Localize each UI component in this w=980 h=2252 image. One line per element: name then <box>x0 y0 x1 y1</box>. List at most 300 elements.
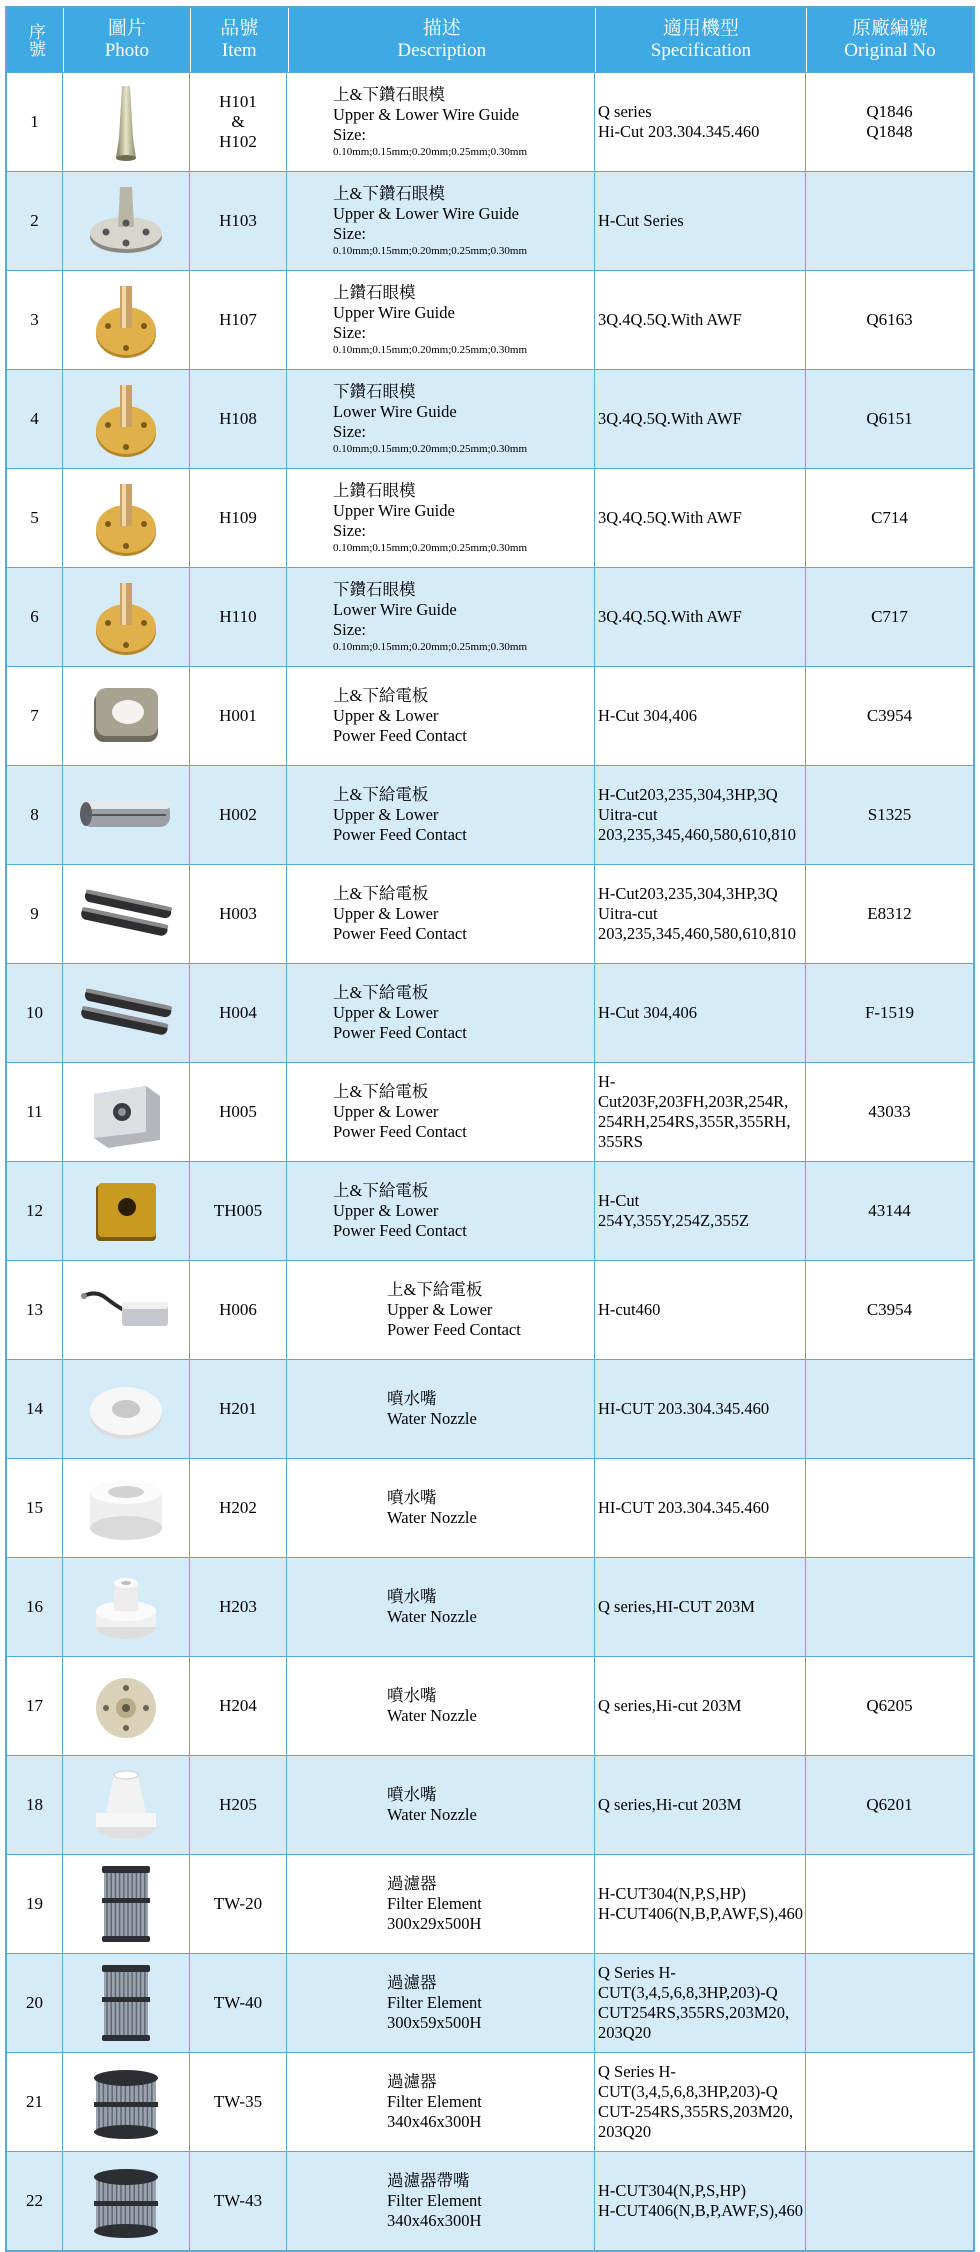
original-number: C3954 <box>866 1300 913 1319</box>
nozzle-ring-photo <box>76 1365 176 1453</box>
cell-no <box>7 766 63 864</box>
table-row <box>7 1161 973 1260</box>
specification-line: 203,235,345,460,580,610,810 <box>598 825 796 844</box>
table-row <box>7 2151 973 2250</box>
contact-bar-dark-photo <box>76 969 176 1057</box>
cell-item <box>190 469 287 567</box>
size-options: 0.10mm;0.15mm;0.20mm;0.25mm;0.30mm <box>333 344 528 356</box>
description-line: Power Feed Contact <box>333 1023 467 1042</box>
header-photo-en: Photo <box>104 40 150 61</box>
cell-no <box>7 1954 63 2052</box>
cell-item <box>190 865 287 963</box>
specification-line: Q series <box>598 102 652 121</box>
cell-no <box>7 1360 63 1458</box>
cell-description <box>287 469 595 567</box>
description-line: Upper & Lower <box>333 1102 439 1121</box>
original-number: S1325 <box>867 805 912 824</box>
cell-photo <box>63 1558 190 1656</box>
row-number: 9 <box>30 904 39 923</box>
header-spec-zh: 適用機型 <box>662 18 739 39</box>
size-options: 0.10mm;0.15mm;0.20mm;0.25mm;0.30mm <box>333 146 528 158</box>
wire-guide-nozzle-photo <box>76 78 176 166</box>
row-number: 8 <box>30 805 39 824</box>
description-line: 上&下鑽石眼模 <box>333 184 445 203</box>
filter-short-photo <box>76 2058 176 2146</box>
specification-line: H-CUT304(N,P,S,HP) <box>598 1884 747 1903</box>
table-row <box>7 1656 973 1755</box>
description-line: Filter Element <box>387 2191 482 2210</box>
specification-line: H-Cut 304,406 <box>598 1003 697 1022</box>
cell-specification <box>595 865 806 963</box>
cell-specification <box>595 172 806 270</box>
nozzle-holes-photo <box>76 1662 176 1750</box>
table-row <box>7 765 973 864</box>
item-code: H004 <box>219 1003 257 1022</box>
item-code: H102 <box>219 132 257 151</box>
gold-block-photo <box>76 1167 176 1255</box>
description-line: 340x46x300H <box>387 2211 482 2230</box>
description-line: Upper Wire Guide <box>333 303 455 322</box>
cell-specification <box>595 73 806 171</box>
cell-original-no <box>806 1162 973 1260</box>
description-line: 過濾器 <box>387 1874 437 1893</box>
table-row <box>7 666 973 765</box>
cell-item <box>190 1162 287 1260</box>
row-number: 6 <box>30 607 39 626</box>
description-line: 上鑽石眼模 <box>333 481 416 500</box>
size-options: 0.10mm;0.15mm;0.20mm;0.25mm;0.30mm <box>333 641 528 653</box>
cell-original-no <box>806 865 973 963</box>
original-number: 43144 <box>868 1201 911 1220</box>
description-line: Size: <box>333 521 366 540</box>
size-options: 0.10mm;0.15mm;0.20mm;0.25mm;0.30mm <box>333 443 528 455</box>
cell-specification <box>595 1063 806 1161</box>
cell-specification <box>595 2152 806 2250</box>
cell-original-no <box>806 370 973 468</box>
original-number: Q1846 <box>866 102 913 121</box>
cell-no <box>7 271 63 369</box>
description-line: Size: <box>333 620 366 639</box>
description-line: 下鑽石眼模 <box>333 382 416 401</box>
cell-description <box>287 172 595 270</box>
description-line: Filter Element <box>387 2092 482 2111</box>
nozzle-stepped-photo <box>76 1563 176 1651</box>
description-line: Water Nozzle <box>387 1409 477 1428</box>
description-line: Upper & Lower <box>333 904 439 923</box>
item-code: TW-40 <box>213 1993 263 2012</box>
brass-guide-photo <box>76 573 176 661</box>
specification-line: CUT(3,4,5,6,8,3HP,203)-Q <box>598 2082 778 2101</box>
description-line: Upper & Lower <box>333 706 439 725</box>
cell-photo <box>63 271 190 369</box>
cell-item <box>190 1261 287 1359</box>
original-number: Q1848 <box>866 122 913 141</box>
wire-guide-flange-photo <box>76 177 176 265</box>
cell-item <box>190 766 287 864</box>
description-line: Upper & Lower <box>387 1300 493 1319</box>
specification-line: H-Cut203,235,304,3HP,3Q <box>598 884 778 903</box>
table-row <box>7 1854 973 1953</box>
cell-description <box>287 1558 595 1656</box>
specification-line: CUT254RS,355RS,203M20, <box>598 2003 790 2022</box>
cell-specification <box>595 370 806 468</box>
item-code: TW-35 <box>213 2092 263 2111</box>
cell-no <box>7 568 63 666</box>
cell-item <box>190 1459 287 1557</box>
cell-photo <box>63 1954 190 2052</box>
item-code: H204 <box>219 1696 257 1715</box>
cell-no <box>7 1657 63 1755</box>
specification-line: H-Cut Series <box>598 211 684 230</box>
description-line: Size: <box>333 422 366 441</box>
description-line: Water Nozzle <box>387 1805 477 1824</box>
specification-line: Q series,HI-CUT 203M <box>598 1597 755 1616</box>
description-line: 300x59x500H <box>387 2013 482 2032</box>
cell-description <box>287 865 595 963</box>
item-code: & <box>231 112 245 131</box>
table-row <box>7 1953 973 2052</box>
description-line: Size: <box>333 323 366 342</box>
description-line: Power Feed Contact <box>333 1221 467 1240</box>
header-desc-zh: 描述 <box>422 18 461 39</box>
cell-original-no <box>806 271 973 369</box>
cell-original-no <box>806 172 973 270</box>
row-number: 3 <box>30 310 39 329</box>
specification-line: 3Q.4Q.5Q.With AWF <box>598 310 742 329</box>
size-options: 0.10mm;0.15mm;0.20mm;0.25mm;0.30mm <box>333 542 528 554</box>
specification-line: HI-CUT 203.304.345.460 <box>598 1498 770 1517</box>
description-line: Power Feed Contact <box>333 924 467 943</box>
specification-line: HI-CUT 203.304.345.460 <box>598 1399 770 1418</box>
item-code: TW-20 <box>213 1894 263 1913</box>
description-line: 過濾器 <box>387 1973 437 1992</box>
description-line: 上&下給電板 <box>333 686 429 705</box>
specification-line: H-Cut <box>598 1191 640 1210</box>
description-line: Lower Wire Guide <box>333 600 457 619</box>
cell-no <box>7 1756 63 1854</box>
specification-line: H-CUT406(N,B,P,AWF,S),460 <box>598 1904 803 1923</box>
specification-line: 203Q20 <box>598 2122 652 2141</box>
cell-description <box>287 2152 595 2250</box>
specification-line: H-Cut203,235,304,3HP,3Q <box>598 785 778 804</box>
cell-description <box>287 1261 595 1359</box>
cell-photo <box>63 172 190 270</box>
description-line: Water Nozzle <box>387 1607 477 1626</box>
header-specification <box>596 8 807 72</box>
cell-original-no <box>806 1657 973 1755</box>
table-row <box>7 369 973 468</box>
description-line: 上&下給電板 <box>333 983 429 1002</box>
cell-no <box>7 370 63 468</box>
table-body <box>7 72 973 2250</box>
contact-cable-photo <box>76 1266 176 1354</box>
row-number: 10 <box>26 1003 43 1022</box>
contact-bar-silver-photo <box>76 771 176 859</box>
cell-specification <box>595 766 806 864</box>
table-row <box>7 171 973 270</box>
cell-specification <box>595 271 806 369</box>
original-number: C717 <box>871 607 908 626</box>
cell-no <box>7 1261 63 1359</box>
cell-no <box>7 2053 63 2151</box>
table-row <box>7 1062 973 1161</box>
cell-item <box>190 1063 287 1161</box>
cell-description <box>287 1855 595 1953</box>
header-orig-zh: 原廠編號 <box>851 18 928 39</box>
item-code: H205 <box>219 1795 257 1814</box>
description-line: 上&下給電板 <box>333 1082 429 1101</box>
filter-tall-photo <box>76 1959 176 2047</box>
description-line: 噴水嘴 <box>387 1587 437 1606</box>
cell-original-no <box>806 1063 973 1161</box>
item-code: H006 <box>219 1300 257 1319</box>
carbide-square-photo <box>76 672 176 760</box>
cell-specification <box>595 1657 806 1755</box>
nozzle-cylinder-photo <box>76 1464 176 1552</box>
contact-bar-dark-photo <box>76 870 176 958</box>
table-row <box>7 2052 973 2151</box>
table-row <box>7 963 973 1062</box>
description-line: 上鑽石眼模 <box>333 283 416 302</box>
cell-original-no <box>806 1360 973 1458</box>
specification-line: CUT-254RS,355RS,203M20, <box>598 2102 794 2121</box>
header-original-no <box>807 8 973 72</box>
description-line: Upper & Lower Wire Guide <box>333 105 519 124</box>
table-header <box>7 8 973 72</box>
cell-original-no <box>806 1558 973 1656</box>
cell-item <box>190 1954 287 2052</box>
cell-no <box>7 964 63 1062</box>
description-line: Filter Element <box>387 1993 482 2012</box>
cell-description <box>287 2053 595 2151</box>
nozzle-cone-photo <box>76 1761 176 1849</box>
original-number: Q6201 <box>866 1795 913 1814</box>
specification-line: 355RS <box>598 1132 643 1151</box>
cell-specification <box>595 1558 806 1656</box>
cell-specification <box>595 667 806 765</box>
item-code: TW-43 <box>213 2191 263 2210</box>
cell-description <box>287 1657 595 1755</box>
header-orig-en: Original No <box>844 40 936 61</box>
cell-item <box>190 172 287 270</box>
cell-photo <box>63 73 190 171</box>
cell-item <box>190 1855 287 1953</box>
cell-photo <box>63 667 190 765</box>
specification-line: 3Q.4Q.5Q.With AWF <box>598 409 742 428</box>
description-line: Power Feed Contact <box>333 726 467 745</box>
cell-description <box>287 370 595 468</box>
description-line: 上&下給電板 <box>333 785 429 804</box>
cell-no <box>7 1459 63 1557</box>
cell-description <box>287 73 595 171</box>
row-number: 7 <box>30 706 39 725</box>
cell-specification <box>595 1162 806 1260</box>
cell-photo <box>63 1162 190 1260</box>
original-number: Q6163 <box>866 310 913 329</box>
table-row <box>7 270 973 369</box>
description-line: Power Feed Contact <box>387 1320 521 1339</box>
cell-item <box>190 370 287 468</box>
description-line: 340x46x300H <box>387 2112 482 2131</box>
item-code: H003 <box>219 904 257 923</box>
cell-no <box>7 73 63 171</box>
row-number: 5 <box>30 508 39 527</box>
cell-item <box>190 1657 287 1755</box>
cell-item <box>190 667 287 765</box>
cell-description <box>287 568 595 666</box>
cell-description <box>287 1063 595 1161</box>
row-number: 11 <box>26 1102 43 1121</box>
cell-original-no <box>806 1459 973 1557</box>
cell-original-no <box>806 1261 973 1359</box>
cell-photo <box>63 1261 190 1359</box>
description-line: Upper & Lower <box>333 805 439 824</box>
specification-line: Uitra-cut <box>598 805 658 824</box>
row-number: 2 <box>30 211 39 230</box>
cell-item <box>190 1756 287 1854</box>
header-photo <box>64 8 191 72</box>
cell-item <box>190 964 287 1062</box>
description-line: 300x29x500H <box>387 1914 482 1933</box>
cell-photo <box>63 469 190 567</box>
cell-specification <box>595 1261 806 1359</box>
description-line: Upper Wire Guide <box>333 501 455 520</box>
original-number: C714 <box>871 508 908 527</box>
brass-guide-photo <box>76 276 176 364</box>
cell-description <box>287 667 595 765</box>
table-row <box>7 1557 973 1656</box>
cell-item <box>190 271 287 369</box>
description-line: Filter Element <box>387 1894 482 1913</box>
cell-description <box>287 1360 595 1458</box>
header-item <box>191 8 289 72</box>
cell-specification <box>595 1954 806 2052</box>
table-row <box>7 72 973 171</box>
parts-catalog-table <box>5 6 975 2252</box>
table-row <box>7 1359 973 1458</box>
cell-description <box>287 1162 595 1260</box>
specification-line: Hi-Cut 203.304.345.460 <box>598 122 760 141</box>
cell-original-no <box>806 568 973 666</box>
item-code: H110 <box>219 607 257 626</box>
cell-photo <box>63 1459 190 1557</box>
specification-line: 254RH,254RS,355R,355RH, <box>598 1112 791 1131</box>
item-code: H001 <box>219 706 257 725</box>
specification-line: 203,235,345,460,580,610,810 <box>598 924 796 943</box>
cell-item <box>190 568 287 666</box>
cell-original-no <box>806 964 973 1062</box>
item-code: TH005 <box>213 1201 263 1220</box>
original-number: F-1519 <box>864 1003 915 1022</box>
cell-photo <box>63 2152 190 2250</box>
header-no <box>7 8 64 72</box>
specification-line: 3Q.4Q.5Q.With AWF <box>598 607 742 626</box>
specification-line: H-CUT304(N,P,S,HP) <box>598 2181 747 2200</box>
filter-tall-photo <box>76 1860 176 1948</box>
item-code: H101 <box>219 92 257 111</box>
item-code: H005 <box>219 1102 257 1121</box>
row-number: 17 <box>26 1696 43 1715</box>
row-number: 1 <box>30 112 39 131</box>
row-number: 18 <box>26 1795 43 1814</box>
cell-specification <box>595 1855 806 1953</box>
cell-original-no <box>806 469 973 567</box>
specification-line: 203Q20 <box>598 2023 652 2042</box>
cell-photo <box>63 2053 190 2151</box>
original-number: E8312 <box>867 904 912 923</box>
row-number: 22 <box>26 2191 43 2210</box>
header-photo-zh: 圖片 <box>107 18 146 39</box>
description-line: Size: <box>333 125 366 144</box>
description-line: Size: <box>333 224 366 243</box>
description-line: 下鑽石眼模 <box>333 580 416 599</box>
cell-no <box>7 1063 63 1161</box>
cell-original-no <box>806 2152 973 2250</box>
table-row <box>7 1260 973 1359</box>
description-line: 噴水嘴 <box>387 1686 437 1705</box>
cell-description <box>287 1954 595 2052</box>
specification-line: 3Q.4Q.5Q.With AWF <box>598 508 742 527</box>
brass-guide-photo <box>76 375 176 463</box>
header-no-label: 序號 <box>25 23 45 57</box>
cell-no <box>7 1162 63 1260</box>
description-line: 上&下給電板 <box>333 1181 429 1200</box>
cell-specification <box>595 469 806 567</box>
cell-specification <box>595 568 806 666</box>
specification-line: Uitra-cut <box>598 904 658 923</box>
table-row <box>7 567 973 666</box>
row-number: 21 <box>26 2092 43 2111</box>
item-code: H002 <box>219 805 257 824</box>
cell-no <box>7 469 63 567</box>
description-line: 上&下鑽石眼模 <box>333 85 445 104</box>
specification-line: Q Series H- <box>598 1963 676 1982</box>
cell-item <box>190 2152 287 2250</box>
specification-line: H-Cut203F,203FH,203R,254R, <box>598 1072 789 1111</box>
filter-short-photo <box>76 2157 176 2245</box>
cell-photo <box>63 1855 190 1953</box>
description-line: Water Nozzle <box>387 1706 477 1725</box>
cell-original-no <box>806 2053 973 2151</box>
specification-line: H-Cut 304,406 <box>598 706 697 725</box>
description-line: 上&下給電板 <box>387 1280 483 1299</box>
item-code: H203 <box>219 1597 257 1616</box>
cell-no <box>7 1855 63 1953</box>
description-line: Power Feed Contact <box>333 1122 467 1141</box>
description-line: Power Feed Contact <box>333 825 467 844</box>
description-line: 噴水嘴 <box>387 1389 437 1408</box>
table-row <box>7 1458 973 1557</box>
specification-line: Q Series H- <box>598 2062 676 2081</box>
cell-photo <box>63 370 190 468</box>
cell-specification <box>595 2053 806 2151</box>
description-line: Upper & Lower Wire Guide <box>333 204 519 223</box>
row-number: 15 <box>26 1498 43 1517</box>
specification-line: Q series,Hi-cut 203M <box>598 1696 742 1715</box>
row-number: 14 <box>26 1399 43 1418</box>
cell-photo <box>63 865 190 963</box>
cell-photo <box>63 568 190 666</box>
description-line: Lower Wire Guide <box>333 402 457 421</box>
row-number: 12 <box>26 1201 43 1220</box>
item-code: H103 <box>219 211 257 230</box>
carbide-block-photo <box>76 1068 176 1156</box>
cell-no <box>7 172 63 270</box>
specification-line: 254Y,355Y,254Z,355Z <box>598 1211 750 1230</box>
cell-specification <box>595 964 806 1062</box>
cell-original-no <box>806 73 973 171</box>
header-item-en: Item <box>221 40 257 61</box>
